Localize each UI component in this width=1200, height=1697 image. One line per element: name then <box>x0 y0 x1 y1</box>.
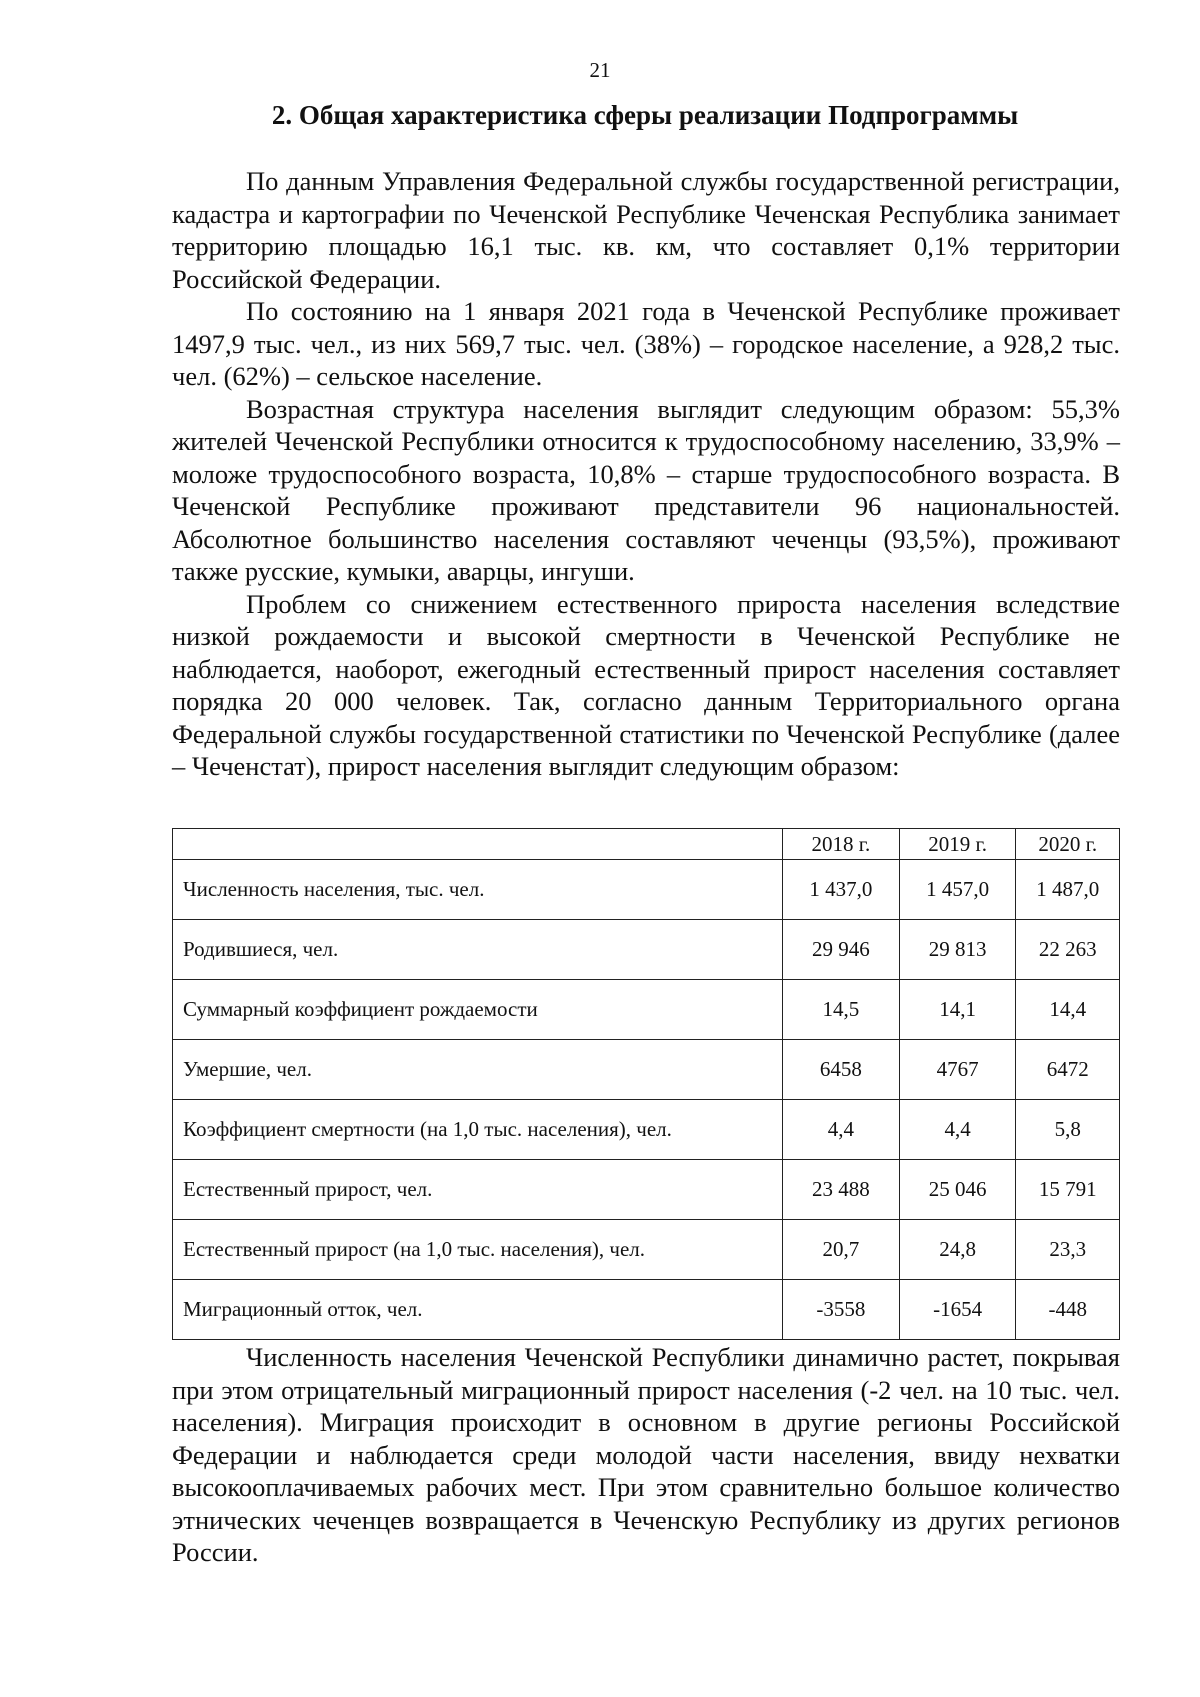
cell-2019: 24,8 <box>899 1220 1016 1280</box>
cell-2019: -1654 <box>899 1280 1016 1340</box>
table-row <box>173 1160 1120 1220</box>
table-row <box>173 1100 1120 1160</box>
cell-2019: 14,1 <box>899 980 1016 1040</box>
cell-2019: 4767 <box>899 1040 1016 1100</box>
paragraph-population: По состоянию на 1 января 2021 года в Чеченской Республике проживает 1497,9 тыс. чел., из них 569,7 тыс. чел. (38%) – городское население, а 928,2 тыс. чел. (62%) – сельское население. <box>172 296 1120 391</box>
row-label: Коэффициент смертности (на 1,0 тыс. населения), чел. <box>173 1100 783 1160</box>
row-label: Естественный прирост, чел. <box>173 1160 783 1220</box>
cell-2020: 6472 <box>1016 1040 1120 1100</box>
cell-2019: 29 813 <box>899 920 1016 980</box>
population-table <box>172 828 1120 1340</box>
cell-2019: 1 457,0 <box>899 860 1016 920</box>
table-row <box>173 1220 1120 1280</box>
intro-text <box>172 165 1120 783</box>
section-heading: 2. Общая характеристика сферы реализации Подпрограммы <box>271 100 1019 130</box>
row-label: Родившиеся, чел. <box>173 920 783 980</box>
row-label: Умершие, чел. <box>173 1040 783 1100</box>
cell-2018: 23 488 <box>783 1160 900 1220</box>
cell-2020: 1 487,0 <box>1016 860 1120 920</box>
page-number: 21 <box>589 58 611 82</box>
cell-2020: 15 791 <box>1016 1160 1120 1220</box>
conclusion-text <box>172 1341 1120 1569</box>
cell-2018: 20,7 <box>783 1220 900 1280</box>
cell-2020: 23,3 <box>1016 1220 1120 1280</box>
table-row <box>173 860 1120 920</box>
table-header-2020: 2020 г. <box>1016 829 1120 860</box>
cell-2019: 25 046 <box>899 1160 1016 1220</box>
table-header-2019: 2019 г. <box>899 829 1016 860</box>
table-header-2018: 2018 г. <box>783 829 900 860</box>
paragraph-territory: По данным Управления Федеральной службы государственной регистрации, кадастра и картографии по Чеченской Республике Чеченская Республика занимает территорию площадью 16,1 тыс. кв. км, что составляет 0,1% территории Российской Федерации. <box>172 166 1120 294</box>
table-header-empty <box>173 829 783 860</box>
cell-2018: 14,5 <box>783 980 900 1040</box>
table-row <box>173 1040 1120 1100</box>
cell-2020: 5,8 <box>1016 1100 1120 1160</box>
paragraph-natural-growth: Проблем со снижением естественного прироста населения вследствие низкой рождаемости и высокой смертности в Чеченской Республике не наблюдается, наоборот, ежегодный естественный прирост населения составляет порядка 20 000 человек. Так, согласно данным Территориального органа Федеральной службы государственной статистики по Чеченской Республике (далее – Чеченстат), прирост населения выглядит следующим образом: <box>172 588 1120 781</box>
cell-2018: 29 946 <box>783 920 900 980</box>
cell-2020: -448 <box>1016 1280 1120 1340</box>
paragraph-age-structure: Возрастная структура населения выглядит следующим образом: 55,3% жителей Чеченской Республики относится к трудоспособному населению, 33,9% – моложе трудоспособного возраста, 10,8% – старше трудоспособного возраста. В Чеченской Республике проживают представители 96 национальностей. Абсолютное большинство населения составляют чеченцы (93,5%), проживают также русские, кумыки, аварцы, ингуши. <box>172 393 1120 586</box>
cell-2020: 22 263 <box>1016 920 1120 980</box>
cell-2019: 4,4 <box>899 1100 1016 1160</box>
cell-2018: 1 437,0 <box>783 860 900 920</box>
cell-2020: 14,4 <box>1016 980 1120 1040</box>
row-label: Миграционный отток, чел. <box>173 1280 783 1340</box>
row-label: Численность населения, тыс. чел. <box>173 860 783 920</box>
cell-2018: -3558 <box>783 1280 900 1340</box>
table-row <box>173 920 1120 980</box>
table-header-row <box>173 829 1120 860</box>
paragraph-migration: Численность населения Чеченской Республики динамично растет, покрывая при этом отрицательный миграционный прирост населения (-2 чел. на 10 тыс. чел. населения). Миграция происходит в основном в другие регионы Российской Федерации и наблюдается среди молодой части населения, ввиду нехватки высокооплачиваемых рабочих мест. При этом сравнительно большое количество этнических чеченцев возвращается в Чеченскую Республику из других регионов России. <box>172 1342 1120 1567</box>
row-label: Естественный прирост (на 1,0 тыс. населения), чел. <box>173 1220 783 1280</box>
cell-2018: 4,4 <box>783 1100 900 1160</box>
table-row <box>173 1280 1120 1340</box>
cell-2018: 6458 <box>783 1040 900 1100</box>
row-label: Суммарный коэффициент рождаемости <box>173 980 783 1040</box>
table-row <box>173 980 1120 1040</box>
